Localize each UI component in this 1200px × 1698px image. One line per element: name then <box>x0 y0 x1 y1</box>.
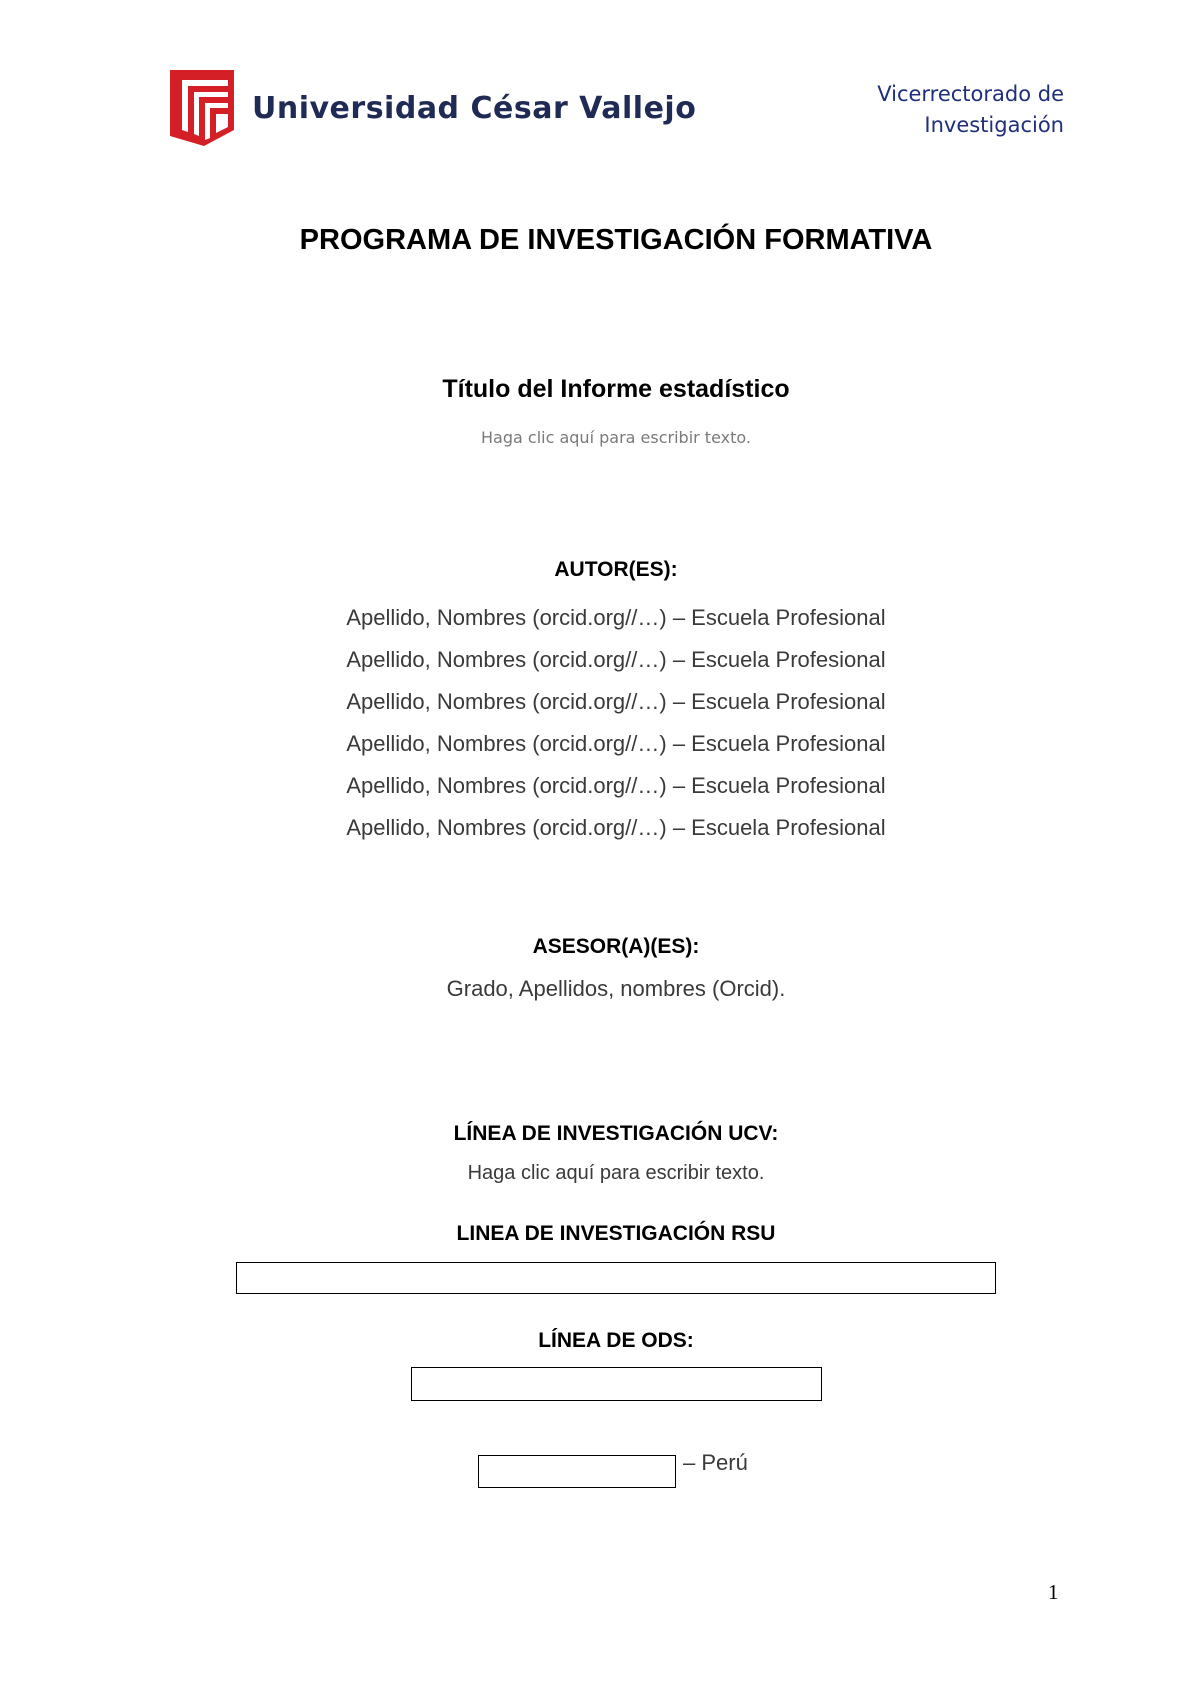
university-shield-icon <box>170 70 234 146</box>
advisor-value[interactable]: Grado, Apellidos, nombres (Orcid). <box>446 976 786 1001</box>
department-line-2: Investigación <box>924 113 1064 137</box>
ucv-line-placeholder[interactable]: Haga clic aquí para escribir texto. <box>467 1162 765 1184</box>
university-name: Universidad César Vallejo <box>252 90 697 126</box>
ucv-line-heading: LÍNEA DE INVESTIGACIÓN UCV: <box>453 1122 779 1145</box>
report-title-placeholder[interactable]: Haga clic aquí para escribir texto. <box>481 428 751 447</box>
rsu-line-field[interactable] <box>236 1262 996 1294</box>
author-list <box>0 597 1200 849</box>
university-logo <box>170 70 696 146</box>
author-entry[interactable]: Apellido, Nombres (orcid.org//…) – Escuela Profesional <box>346 647 886 672</box>
author-entry[interactable]: Apellido, Nombres (orcid.org//…) – Escuela Profesional <box>346 731 886 756</box>
program-title: PROGRAMA DE INVESTIGACIÓN FORMATIVA <box>299 224 933 256</box>
page-number: 1 <box>1048 1580 1059 1604</box>
authors-heading: AUTOR(ES): <box>554 558 678 581</box>
author-entry[interactable]: Apellido, Nombres (orcid.org//…) – Escuela Profesional <box>346 815 886 840</box>
report-title-label: Título del Informe estadístico <box>442 375 790 403</box>
rsu-line-heading: LINEA DE INVESTIGACIÓN RSU <box>456 1222 776 1245</box>
department-line-1: Vicerrectorado de <box>877 82 1064 106</box>
city-field[interactable] <box>478 1455 676 1488</box>
author-entry[interactable]: Apellido, Nombres (orcid.org//…) – Escuela Profesional <box>346 605 886 630</box>
ods-line-heading: LÍNEA DE ODS: <box>538 1329 694 1352</box>
author-entry[interactable]: Apellido, Nombres (orcid.org//…) – Escuela Profesional <box>346 773 886 798</box>
advisor-heading: ASESOR(A)(ES): <box>532 935 700 958</box>
ods-line-field[interactable] <box>411 1367 822 1401</box>
department-label <box>877 79 1064 141</box>
author-entry[interactable]: Apellido, Nombres (orcid.org//…) – Escuela Profesional <box>346 689 886 714</box>
country-label: – Perú <box>683 1450 748 1475</box>
